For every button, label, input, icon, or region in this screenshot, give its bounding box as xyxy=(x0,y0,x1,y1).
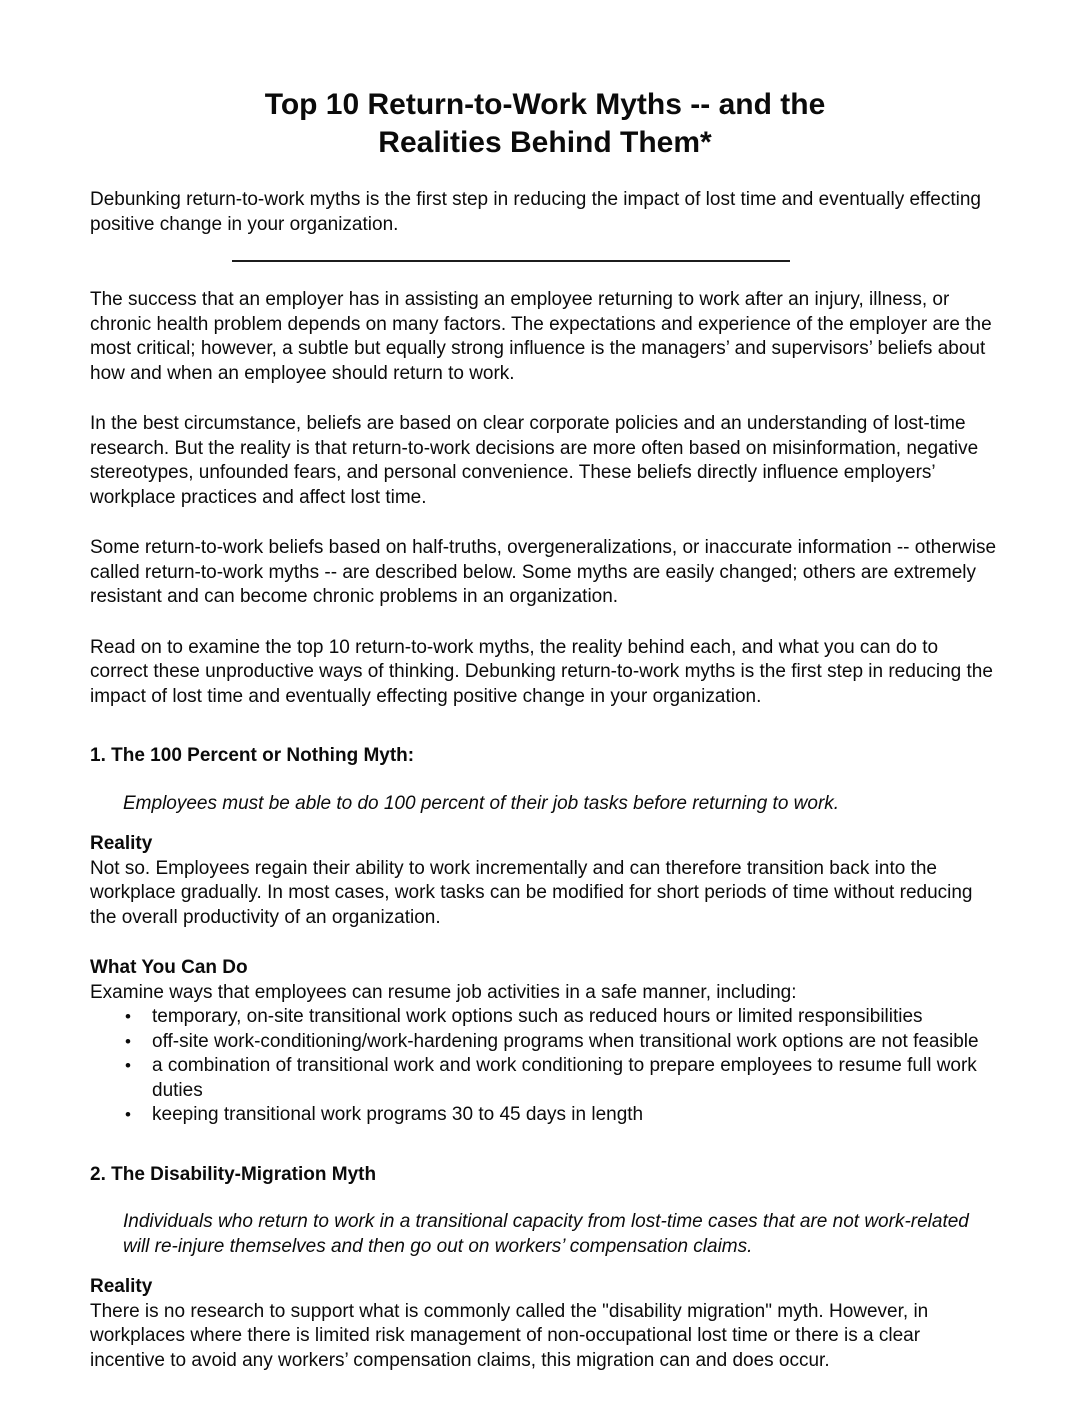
bullet-text: temporary, on-site transitional work options such as reduced hours or limited responsibilities xyxy=(152,1006,923,1027)
bullet-item xyxy=(90,1030,1000,1055)
myth2-reality-text: There is no research to support what is commonly called the "disability migration" myth. However, in workplaces where there is limited risk management of non-occupational lost time or there is a clear incentive to avoid any workers’ compensation claims, this migration can and does occur. xyxy=(90,1300,929,1371)
myth2-heading: 2. The Disability-Migration Myth xyxy=(90,1163,377,1185)
myth1-action-label: What You Can Do xyxy=(90,957,248,978)
paragraph-myth-definition: Some return-to-work beliefs based on half-truths, overgeneralizations, or inaccurate information -- otherwise called return-to-work myths -- are described below. Some myths are easily changed; others are extremely resistant and can become chronic problems in an organization. xyxy=(90,537,997,607)
bullet-icon: • xyxy=(125,1031,131,1051)
bullet-item xyxy=(90,1005,1000,1030)
paragraph-read-on: Read on to examine the top 10 return-to-work myths, the reality behind each, and what you can do to correct these unproductive ways of thinking. Debunking return-to-work myths is the first step in reducing the impact of lost time and eventually effecting positive change in your organization. xyxy=(90,636,993,707)
page-title-line2: Realities Behind Them* xyxy=(378,126,712,159)
bullet-icon: • xyxy=(125,1007,131,1026)
myth2-reality-label: Reality xyxy=(90,1276,153,1297)
myth1-action-intro: Examine ways that employees can resume job activities in a safe manner, including: xyxy=(90,981,797,1003)
bullet-text: a combination of transitional work and work conditioning to prepare employees to resume full work duties xyxy=(152,1055,977,1101)
bullet-item xyxy=(90,1103,1000,1128)
paragraph-success-factors: The success that an employer has in assisting an employee returning to work after an injury, illness, or chronic health problem depends on many factors. The expectations and experience of the employer are the most critical; however, a subtle but equally strong influence is the managers’ and supervisors’ beliefs about how and when an employee should return to work. xyxy=(90,289,992,384)
bullet-icon: • xyxy=(125,1105,131,1124)
intro-paragraph: Debunking return-to-work myths is the first step in reducing the impact of lost time and eventually effecting positive change in your organization. xyxy=(90,189,981,235)
myth1-heading: 1. The 100 Percent or Nothing Myth: xyxy=(90,745,415,766)
page-title-line1: Top 10 Return-to-Work Myths -- and the xyxy=(264,88,826,121)
paragraph-best-circumstance: In the best circumstance, beliefs are based on clear corporate policies and an understanding of lost-time research. But the reality is that return-to-work decisions are more often based on misinformation, negative stereotypes, unfounded fears, and personal convenience. These beliefs directly influence employers’ workplace practices and affect lost time. xyxy=(90,413,979,508)
page-title xyxy=(90,86,1000,162)
myth1-reality-label: Reality xyxy=(90,833,153,854)
section-divider xyxy=(232,260,790,262)
myth1-statement: Employees must be able to do 100 percent of their job tasks before returning to work. xyxy=(123,792,840,814)
myth1-bullet-list xyxy=(90,1005,1000,1128)
myth2-statement: Individuals who return to work in a transitional capacity from lost-time cases that are not work-related will re-injure themselves and then go out on workers’ compensation claims. xyxy=(123,1211,969,1257)
bullet-text: keeping transitional work programs 30 to 45 days in length xyxy=(152,1104,644,1125)
bullet-icon: • xyxy=(125,1056,131,1075)
bullet-item xyxy=(90,1054,1000,1103)
bullet-text: off-site work-conditioning/work-hardening programs when transitional work options are not feasible xyxy=(152,1030,979,1052)
myth1-reality-text: Not so. Employees regain their ability to work incrementally and can therefore transition back into the workplace gradually. In most cases, work tasks can be modified for short periods of time without reducing the overall productivity of an organization. xyxy=(90,857,973,928)
